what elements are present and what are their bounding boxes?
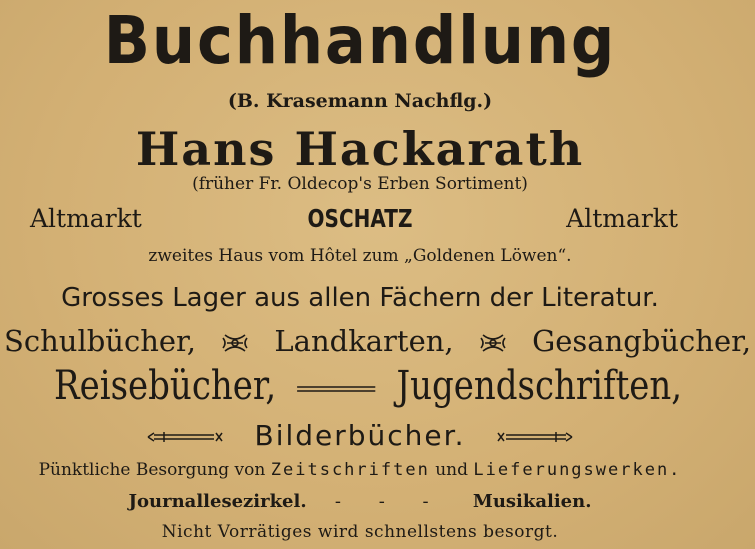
service-periodicals: Zeitschriften	[270, 460, 430, 480]
products-row-2	[54, 360, 683, 412]
flourish-left-icon	[146, 430, 226, 444]
location-line: zweites Haus vom Hôtel zum „Goldenen Löwen“.	[148, 246, 572, 266]
product-schoolbooks: Schulbücher,	[4, 324, 196, 358]
owner-name: Hans Hackarath	[135, 122, 585, 176]
journal-circle: Journallesezirkel.	[128, 491, 307, 512]
products-row-1	[0, 321, 752, 361]
sheet-music: Musikalien.	[472, 491, 592, 512]
stock-line: Grosses Lager aus allen Fächern der Literatur.	[61, 283, 659, 313]
product-maps: Landkarten,	[274, 324, 454, 358]
product-hymnals: Gesangbücher,	[532, 324, 752, 358]
shop-subtitle: (B. Krasemann Nachflg.)	[227, 90, 493, 112]
extras-line	[0, 488, 720, 516]
separator-dashes: - - -	[334, 491, 445, 512]
former-name: (früher Fr. Oldecop's Erben Sortiment)	[192, 174, 528, 194]
ornament-icon	[479, 332, 507, 354]
products-row-3	[0, 417, 720, 455]
address-right: Altmarkt	[566, 204, 678, 233]
ornament-icon	[221, 332, 249, 354]
double-rule-icon	[297, 384, 375, 394]
city-name: OSCHATZ	[307, 204, 413, 233]
product-travel-books: Reisebücher,	[54, 363, 277, 409]
service-serials: Lieferungswerken.	[473, 460, 682, 480]
services-line	[0, 457, 720, 483]
product-youth-books: Jugendschriften,	[396, 363, 683, 409]
shop-title: Buchhandlung	[103, 2, 617, 79]
address-left: Altmarkt	[30, 204, 142, 233]
services-conjunction: und	[435, 460, 469, 480]
flourish-right-icon	[494, 430, 574, 444]
footer-line: Nicht Vorrätiges wird schnellstens besorgt.	[161, 522, 559, 542]
services-prefix: Pünktliche Besorgung von	[38, 460, 266, 480]
product-picture-books: Bilderbücher.	[254, 419, 466, 452]
